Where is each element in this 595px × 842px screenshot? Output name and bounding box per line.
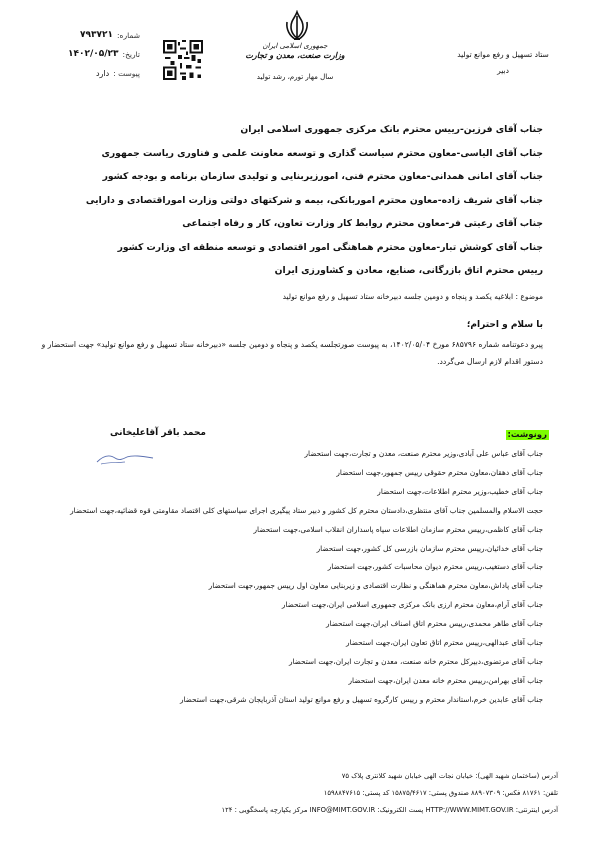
org-header [433,47,573,79]
date-label: تاریخ: [122,50,140,59]
attachment-value: دارد [95,69,110,78]
letter-subject: موضوع : ابلاغیه یکصد و پنجاه و دومین جلسه دبیرخانه ستاد تسهیل و رفع موانع تولید [282,292,543,301]
footer-address: آدرس (ساختمان شهید الهی): خیابان نجات الهی خیابان شهید کلانتری پلاک ۷۵ [341,772,558,780]
cc-item: جناب آقای عبدالهی،رییس محترم اتاق تعاون ایران،جهت استحضار [346,638,543,648]
cc-item: جناب آقای دستغیب،رییس محترم دیوان محاسبات کشور،جهت استحضار [327,562,543,572]
year-slogan: سال مهار تورم، رشد تولید [256,73,334,81]
number-label: شماره: [117,31,140,40]
attachment-label: پیوست : [113,69,140,78]
letter-meta [30,26,140,83]
cc-list [38,445,543,710]
org-name: ستاد تسهیل و رفع موانع تولید [457,50,549,59]
qr-code-icon [163,40,203,80]
attachment-row [30,64,140,83]
letter-date-row [30,45,140,64]
addressee-line: جناب آقای شریف زاده-معاون محترم اموربانکی، بیمه و شرکتهای دولتی وزارت اموراقتصادی و دارایی [85,194,543,206]
cc-item: جناب آقای پاداش،معاون محترم هماهنگی و نظارت اقتصادی و زیربنایی معاون اول رییس جمهور،جهت استحضار [208,581,543,591]
salutation: با سلام و احترام؛ [466,320,543,330]
addressee-line: رییس محترم اتاق بازرگانی، صنایع، معادن و کشاورزی ایران [274,265,543,276]
cc-title: رونوشت: [507,430,547,440]
ministry-line-2: وزارت صنعت، معدن و تجارت [245,50,345,60]
footer-phone: تلفن: ۸۱۷۶۱ فکس: ۸۸۹۰۷۳۰۹ صندوق پستی: ۱۵۸۷۵/۴۶۱۷ کد پستی: ۱۵۹۸۸۴۷۶۱۵ [323,789,558,797]
addressee-line: جناب آقای امانی همدانی-معاون محترم فنی، امورزیربنایی و تولیدی سازمان برنامه و بودجه کشور [102,171,543,182]
org-role: دبیر [497,66,509,75]
addressee-line: جناب آقای الیاسی-معاون محترم سیاست گذاری و توسعه معاونت علمی و فناوری ریاست جمهوری [101,147,543,159]
ministry-logo-text [225,42,365,60]
page-footer [40,768,558,819]
cc-item: جناب آقای بهرامن،رییس محترم خانه معدن ایران،جهت استحضار [348,675,543,685]
cc-item: حجت الاسلام والمسلمین جناب آقای منتظری،دادستان محترم کل کشور و دبیر ستاد پیگیری اجرای سیاستهای کلی اقتصاد مقاومتی قوه قضائیه،جهت استحضار [70,505,543,515]
letter-number-row [30,26,140,45]
cc-item: جناب آقای دهقان،معاون محترم حقوقی رییس جمهور،جهت استحضار [336,467,543,477]
cc-item: جناب آقای مرتضوی،دبیرکل محترم خانه صنعت، معدن و تجارت ایران،جهت استحضار [288,656,543,666]
cc-item: جناب آقای خدائیان،رییس محترم سازمان بازرسی کل کشور،جهت استحضار [316,543,543,553]
iran-emblem-icon [282,10,312,42]
cc-item: جناب آقای عابدین خرم،استاندار محترم و رییس کارگروه تسهیل و رفع موانع تولید استان آذربایجان شرقی،جهت استحضار [179,694,543,704]
addressee-line: جناب آقای کوشش تبار-معاون محترم هماهنگی امور اقتصادی و توسعه منطقه ای وزارت کشور [117,241,543,253]
cc-item: جناب آقای عباس علی آبادی،وزیر محترم صنعت، معدن و تجارت،جهت استحضار [304,449,543,458]
cc-item: جناب آقای طاهر محمدی،رییس محترم اتاق اصناف ایران،جهت استحضار [325,619,543,629]
letter-body: پیرو دعوتنامه شماره ۶۸۵۷۹۶ مورخ ۱۴۰۲/۰۵/۰۴، به پیوست صورتجلسه یکصد و پنجاه و دومین جلسه «دبیرخانه ستاد تسهیل و رفع موانع تولید» جهت استحضار و دستور اقدام لازم ارسال می‌گردد. [41,340,543,366]
cc-item: جناب آقای خطیب،وزیر محترم اطلاعات،جهت استحضار [377,486,543,496]
footer-web: آدرس اینترنتی: HTTP://WWW.MIMT.GOV.IR پست الکترونیک: INFO@MIMT.GOV.IR مرکز یکپارچه پاسخگویی : ۱۲۴ [221,806,558,814]
addressee-list [43,118,543,283]
addressee-line: جناب آقای فرزین-رییس محترم بانک مرکزی جمهوری اسلامی ایران [240,124,543,135]
date-value: ۱۴۰۲/۰۵/۲۳ [68,49,119,59]
signer-name: محمد باقر آقاعلیخانی [109,428,206,438]
ministry-line-1: جمهوری اسلامی ایران [262,42,328,50]
cc-item: جناب آقای آرام،معاون محترم ارزی بانک مرکزی جمهوری اسلامی ایران،جهت استحضار [281,600,543,610]
addressee-line: جناب آقای رعیتی فر-معاون محترم روابط کار وزارت تعاون، کار و رفاه اجتماعی [182,218,543,229]
number-value: ۷۹۳۷۲۱ [80,30,114,40]
cc-item: جناب آقای کاظمی،رییس محترم سازمان اطلاعات سپاه پاسداران انقلاب اسلامی،جهت استحضار [253,524,543,534]
